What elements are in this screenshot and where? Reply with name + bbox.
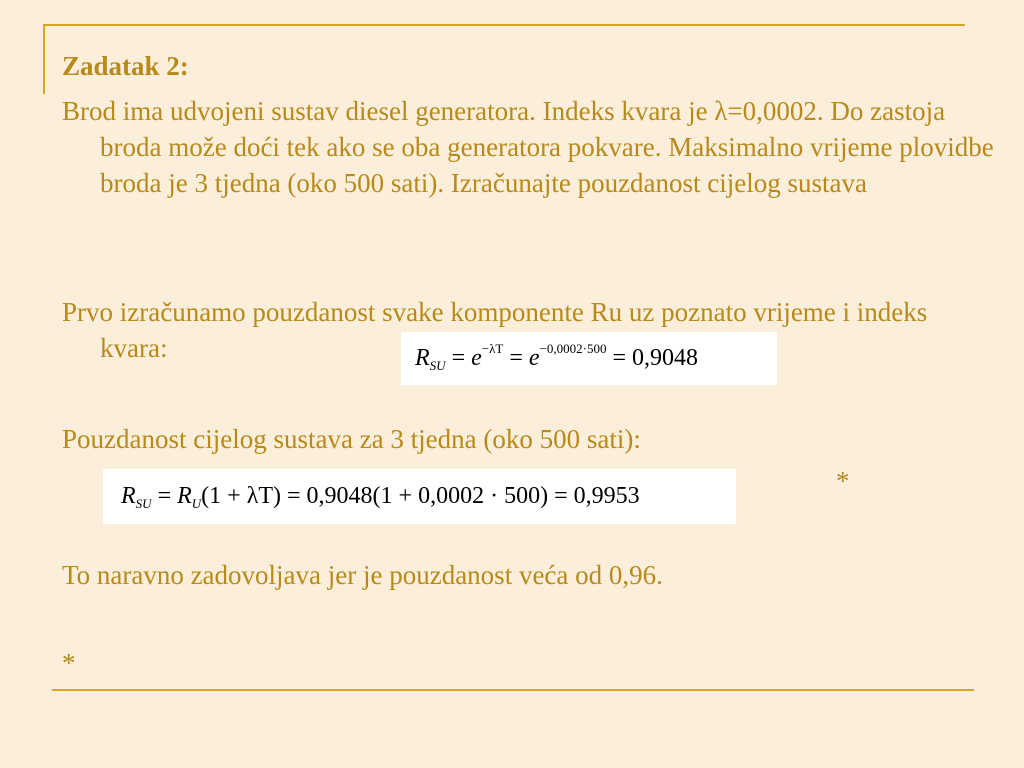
formula2-equals-3: = (554, 483, 568, 509)
problem-statement: Brod ima udvojeni sustav diesel generatora. Indeks kvara je λ=0,0002. Do zastoja broda može doći tek ako se oba generatora pokvare. Maksimalno vrijeme plovidbe broda je 3 tjedna (oko 500 sati). Izračunajte pouzdanost cijelog sustava (62, 96, 994, 198)
formula1-exp-1: −λT (481, 340, 504, 356)
formula1-result: 0,9048 (632, 345, 699, 371)
formula2-rhs-sub: U (191, 495, 202, 511)
formula2-lhs-sub: SU (135, 495, 152, 511)
conclusion-text: To naravno zadovoljava jer je pouzdanost veća od 0,96. (62, 560, 663, 590)
step-1-text: Prvo izračunamo pouzdanost svake komponente Ru uz poznato vrijeme i indeks kvara: (62, 297, 928, 363)
formula1-equals-2: = (509, 345, 523, 371)
formula2-expr-2: 0,9048(1 + 0,0002 · 500) (306, 483, 549, 509)
left-border-line (43, 24, 45, 94)
step-2-text: Pouzdanost cijelog sustava za 3 tjedna (oko 500 sati): (62, 424, 641, 454)
asterisk-mark-2: * (62, 648, 76, 678)
top-border-line (43, 24, 965, 26)
formula2-result: 0,9953 (573, 483, 640, 509)
asterisk-mark-1: * (836, 466, 850, 496)
formula2-rhs-var: R (177, 483, 192, 509)
formula1-equals-1: = (451, 345, 466, 371)
formula1-equals-3: = (612, 345, 627, 371)
component-reliability-formula (401, 332, 777, 385)
formula1-exp-2: −0,0002·500 (539, 340, 607, 356)
bottom-border-line (52, 689, 974, 691)
system-reliability-formula (103, 469, 736, 524)
formula1-lhs-var: R (415, 345, 430, 371)
formula1-base-2: e (528, 345, 540, 371)
formula1-lhs-sub: SU (429, 357, 446, 373)
formula1-base-1: e (471, 345, 482, 371)
formula2-equals-2: = (287, 483, 301, 509)
formula2-lhs-var: R (121, 483, 136, 509)
formula2-expr-1: (1 + λT) (201, 483, 281, 509)
slide-title: Zadatak 2: (62, 51, 189, 81)
formula2-equals-1: = (157, 483, 172, 509)
